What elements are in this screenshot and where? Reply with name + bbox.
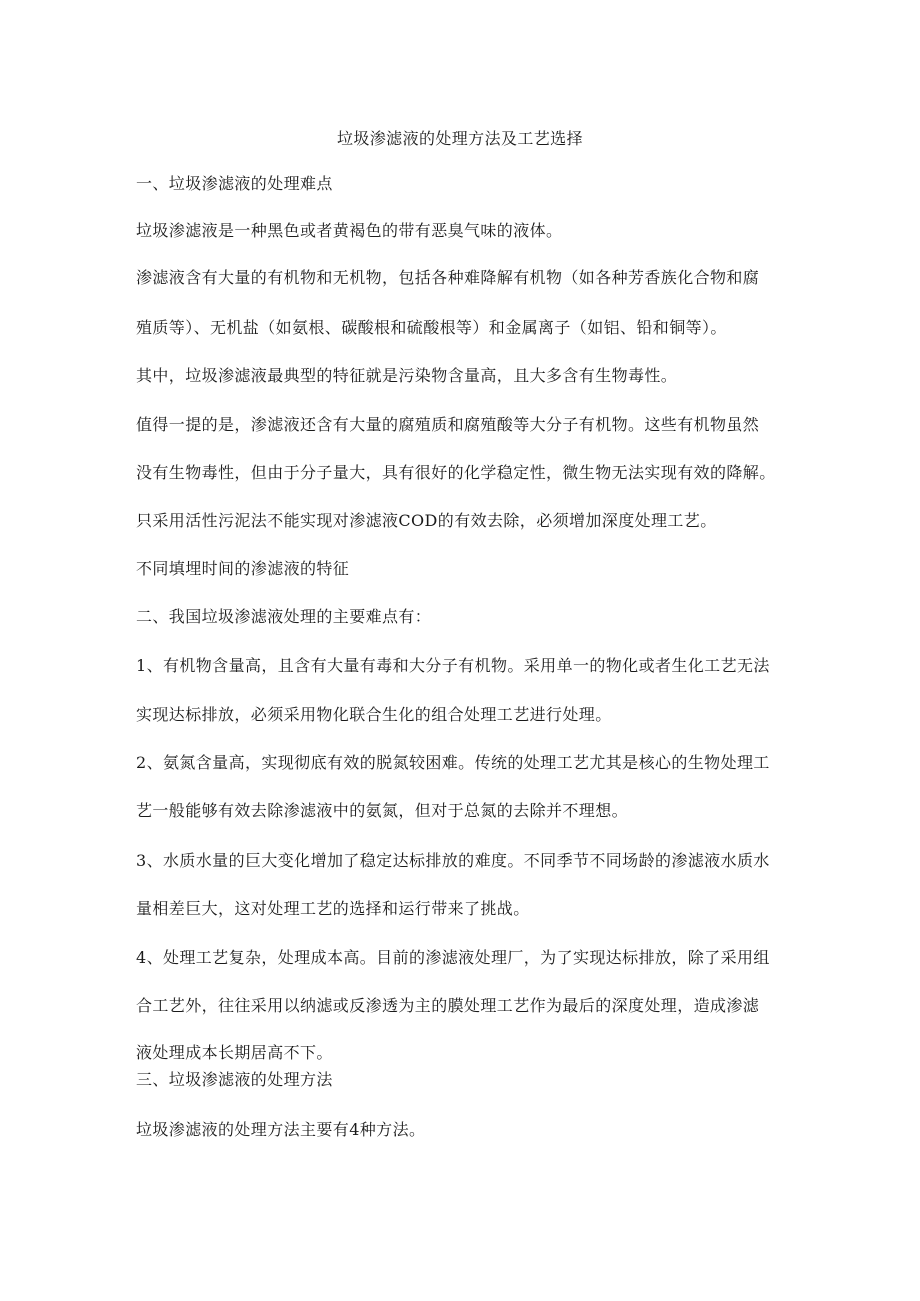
- paragraph-line: 其中，垃圾渗滤液最典型的特征就是污染物含量高，且大多含有生物毒性。: [136, 366, 678, 385]
- paragraph-line: 不同填埋时间的渗滤液的特征: [136, 559, 350, 578]
- paragraph-line: 渗滤液含有大量的有机物和无机物，包括各种难降解有机物（如各种芳香族化合物和腐: [136, 268, 760, 287]
- list-item-line: 液处理成本长期居高不下。: [136, 1043, 333, 1062]
- paragraph-line: 只采用活性污泥法不能实现对渗滤液COD的有效去除，必须增加深度处理工艺。: [136, 511, 717, 530]
- document-title: 垃圾渗滤液的处理方法及工艺选择: [336, 129, 583, 148]
- list-item-line: 2、氨氮含量高，实现彻底有效的脱氮较困难。传统的处理工艺尤其是核心的生物处理工: [136, 753, 770, 772]
- list-item-line: 1、有机物含量高，且含有大量有毒和大分子有机物。采用单一的物化或者生化工艺无法: [136, 656, 770, 675]
- list-item-line: 实现达标排放，必须采用物化联合生化的组合处理工艺进行处理。: [136, 705, 612, 724]
- section-heading-2: 二、我国垃圾渗滤液处理的主要难点有：: [136, 607, 432, 626]
- list-item-line: 艺一般能够有效去除渗滤液中的氨氮，但对于总氮的去除并不理想。: [136, 801, 629, 820]
- list-item-line: 3、水质水量的巨大变化增加了稳定达标排放的难度。不同季节不同场龄的渗滤液水质水: [136, 851, 770, 870]
- paragraph-line: 垃圾渗滤液是一种黑色或者黄褐色的带有恶臭气味的液体。: [136, 221, 563, 240]
- paragraph-line: 没有生物毒性，但由于分子量大，具有很好的化学稳定性，微生物无法实现有效的降解。: [136, 463, 776, 482]
- section-heading-1: 一、垃圾渗滤液的处理难点: [136, 174, 333, 193]
- list-item-line: 量相差巨大，这对处理工艺的选择和运行带来了挑战。: [136, 899, 530, 918]
- list-item-line: 合工艺外，往往采用以纳滤或反渗透为主的膜处理工艺作为最后的深度处理，造成渗滤: [136, 996, 760, 1015]
- list-item-line: 4、处理工艺复杂，处理成本高。目前的渗滤液处理厂，为了实现达标排放，除了采用组: [136, 948, 770, 967]
- section-heading-3: 三、垃圾渗滤液的处理方法: [136, 1070, 333, 1089]
- paragraph-line: 垃圾渗滤液的处理方法主要有4种方法。: [136, 1120, 426, 1139]
- paragraph-line: 殖质等）、无机盐（如氨根、碳酸根和硫酸根等）和金属离子（如铝、铅和铜等）。: [136, 318, 727, 337]
- paragraph-line: 值得一提的是，渗滤液还含有大量的腐殖质和腐殖酸等大分子有机物。这些有机物虽然: [136, 415, 760, 434]
